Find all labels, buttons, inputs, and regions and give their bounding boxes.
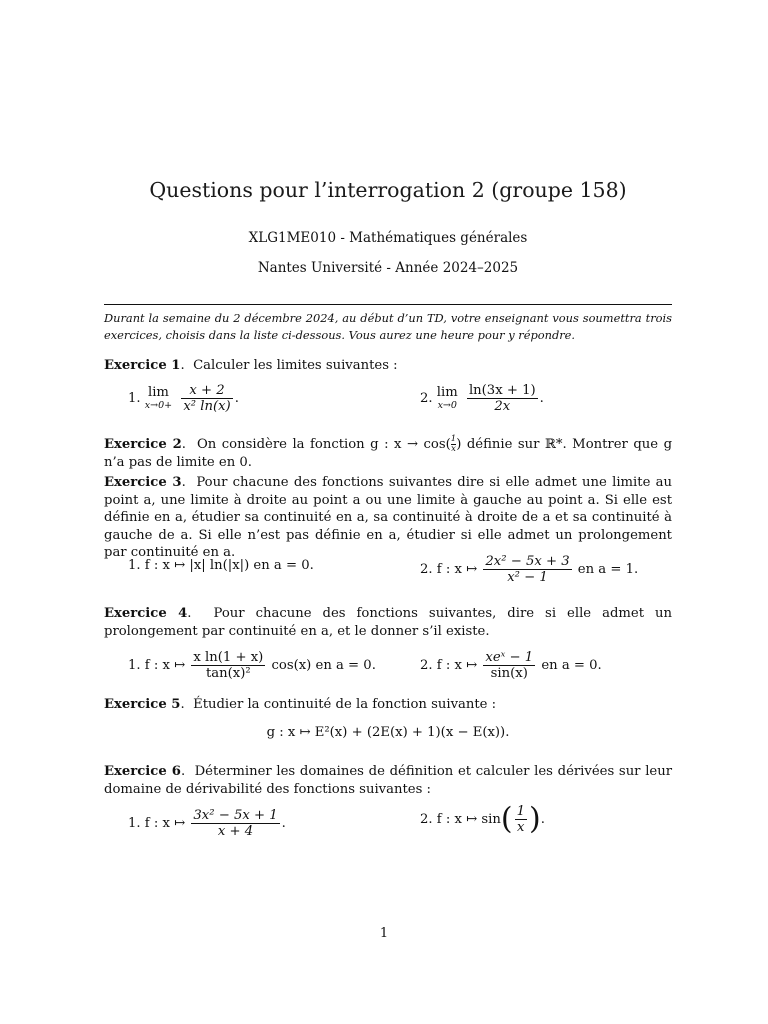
university-year: Nantes Université - Année 2024–2025 bbox=[257, 260, 519, 276]
exercise-6-item-1: 1. f : x ↦ $\frac{\text{3x² − 5x + 1}}{x + 4}$ . bbox=[128, 808, 286, 839]
exercise-6-item-2: 2. f : x ↦ sin( $\frac{1}{x}$ ). bbox=[420, 801, 545, 837]
exercise-4-label: Exercice 4 bbox=[104, 606, 188, 621]
exercise-5-label: Exercice 5 bbox=[104, 697, 181, 712]
small-fraction: $\frac{1}{x}$ bbox=[450, 434, 457, 454]
fraction: $\frac{1}{x}$ bbox=[516, 804, 525, 835]
exercise-6-label: Exercice 6 bbox=[104, 764, 181, 779]
exercise-4-statement: Exercice 4. Pour chacune des fonctions suivantes, dire si elle admet un prolongement par continuité en a, et le donner s’il existe. bbox=[104, 606, 672, 639]
exercise-1-statement: Exercice 1. Calculer les limites suivantes : bbox=[104, 358, 398, 373]
intro-paragraph: Durant la semaine du 2 décembre 2024, au début d’un TD, votre enseignant vous soumettra trois exercices, choisis dans la liste ci-dessous. Vous aurez une heure pour y répondre. bbox=[104, 311, 672, 342]
exercise-1-item-2: 2. lim x→0 $\frac{\ln(3x + 1)}{2x}$ . bbox=[420, 383, 544, 414]
fraction: $\frac{\ln(3x + 1)}{2x}$ bbox=[468, 383, 536, 414]
right-paren: ) bbox=[528, 801, 541, 837]
exercise-2-label: Exercice 2 bbox=[104, 437, 182, 452]
course-name: XLG1ME010 - Mathématiques générales bbox=[248, 230, 528, 246]
exercise-1-item-1: 1. lim x→0+ $\frac{x + 2}{\text{x² ln(x)}}$ . bbox=[128, 383, 239, 414]
fraction: $\frac{\text{xeˣ − 1}}{\sin(x)}$ bbox=[485, 650, 534, 681]
exercise-5-equation: g : x ↦ E²(x) + (2E(x) + 1)(x − E(x)). bbox=[266, 725, 510, 740]
exercise-4-item-2: 2. f : x ↦ $\frac{\text{xeˣ − 1}}{\sin(x)}$ en a = 0. bbox=[420, 650, 602, 681]
limit-operator: lim x→0 bbox=[436, 384, 458, 411]
fraction: $\frac{\text{3x² − 5x + 1}}{x + 4}$ bbox=[193, 808, 278, 839]
fraction: $\frac{\text{x ln(1 + x)}}{\text{tan(x)²}}$ bbox=[193, 650, 264, 681]
exercise-2-statement: Exercice 2. On considère la fonction g : x → cos( $\frac{1}{x}$ ) définie sur ℝ*. Montrer que g n’a pas de limite en 0. bbox=[104, 434, 673, 470]
left-paren: ( bbox=[500, 801, 513, 837]
exercise-4-item-1: 1. f : x ↦ $\frac{\text{x ln(1 + x)}}{\text{tan(x)²}}$ cos(x) en a = 0. bbox=[128, 650, 376, 681]
exercise-3-item-1: 1. f : x ↦ |x| ln(|x|) en a = 0. bbox=[128, 558, 314, 573]
horizontal-rule bbox=[104, 304, 672, 305]
document-title: Questions pour l’interrogation 2 (groupe 158) bbox=[149, 178, 627, 202]
exercise-1-label: Exercice 1 bbox=[104, 358, 181, 373]
exercise-1-text: Calculer les limites suivantes : bbox=[193, 358, 398, 373]
fraction: $\frac{\text{2x² − 5x + 3}}{\text{x² − 1}}$ bbox=[485, 554, 570, 585]
exercise-3-item-2: 2. f : x ↦ $\frac{\text{2x² − 5x + 3}}{\text{x² − 1}}$ en a = 1. bbox=[420, 554, 639, 585]
exercise-3-statement: Exercice 3. Pour chacune des fonctions suivantes dire si elle admet une limite au point a, une limite à droite au point a ou une limite à gauche au point a. Si elle est définie en a, étudier sa continuité en a, sa continuité à droite de a et sa continuité à gauche de a. Si elle n’est pas définie en a, étudier si elle admet un prolongement par continuité en a. bbox=[104, 475, 673, 560]
limit-operator: lim x→0+ bbox=[144, 384, 173, 411]
exercise-5-statement: Exercice 5. Étudier la continuité de la fonction suivante : bbox=[104, 697, 497, 712]
page-number: 1 bbox=[379, 926, 389, 941]
exercise-6-statement: Exercice 6. Déterminer les domaines de définition et calculer les dérivées sur leur domaine de dérivabilité des fonctions suivantes : bbox=[104, 764, 673, 797]
fraction: $\frac{x + 2}{\text{x² ln(x)}}$ bbox=[183, 383, 231, 414]
exercise-3-label: Exercice 3 bbox=[104, 475, 182, 490]
